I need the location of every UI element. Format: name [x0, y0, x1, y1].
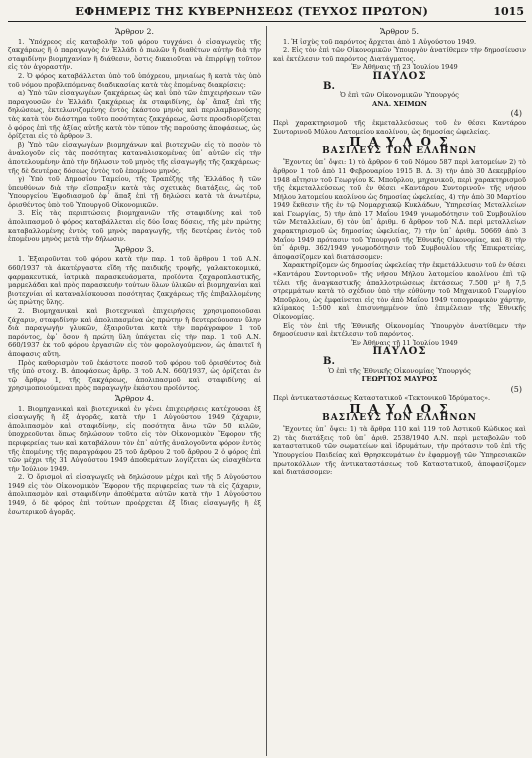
- article-4-para-1: 1. Βιομηχανικαὶ καὶ βιοτεχνικαὶ ἐν γένει ἐπιχειρήσεις κατέχουσαι ἐξ εἰσαγωγῆς ἢ ἐξ ἀγορᾶς, κατὰ τὴν 1 Αὐγούστου 1949 ζάχαριν, ἀπολιπασμὸν καὶ σταφιδίνην, εἰς ποσότητα ἄνω τῶν 50 κιλῶν, ὑποχρεοῦνται ὅπως δηλώσουν τοῦτο εἰς τὸν Οἰκονομικὸν Ἔφορον τῆς περιφερείας των καὶ καταβάλουν τὸν ἐπ᾽ αὐτῆς ἀναλογοῦντα φόρον ἐντὸς τῆς ἑπομένης τῆς παραγράφου 25 τοῦ ἄρθρου 2 τοῦ ἄρθρου 2 ὁ φόρος ἐπὶ τῶν μέχρι τῆς 31 Αὐγούστου 1949 ἀποθεμάτων λογίζεται ὡς εἰσαχθέντα τὴν Ἰούλιον 1949.: [8, 404, 261, 473]
- columns: [8, 26, 526, 756]
- minister-role-2: Ὁ ἐπὶ τῆς Ἐθνικῆς Οἰκονομίας Ὑπουργός: [328, 366, 471, 375]
- article-3-para-3: Πρὸς καθορισμὸν τοῦ ἑκάστοτε ποσοῦ τοῦ φόρου τοῦ ὁρισθέντος διὰ τῆς ὑπὸ στοιχ. Β. ἀποφάσεως ἄρθρ. 3 τοῦ Α.Ν. 660/1937, ὡς ὁρίζεται ἐν τῷ ἄρθρῳ 1, τῆς ζακχάρεως, ἀπολιπασμοῦ καὶ σταφιδίνης αἱ χρησιμοποιούμεναι πρὸς παραγωγὴν ἑκάστου προϊόντος.: [8, 358, 261, 393]
- signature-b-1: Β.: [323, 80, 335, 92]
- signature-king-2: ΠΑΥΛΟΣ: [372, 346, 427, 358]
- minister-name-1: ΑΝΔ. ΧΕΙΜΩΝ: [372, 99, 427, 108]
- decree-4-preamble: Ἔχοντες ὑπ᾽ ὄψει: 1) τὸ ἄρθρον 6 τοῦ Νόμου 587 περὶ λατομείων 2) τὸ ἄρθρον 1 τοῦ ἀπὸ 11 Φεβρουαρίου 1915 Β. Δ. 3) τὴν ἀπὸ 30 Δεκεμβρίου 1948 αἴτησιν τοῦ Γεωργίου Κ. Μποῦρλου, μηχανικοῦ, περὶ χαρακτηρισμοῦ τῆς ἐκμεταλλεύσεως τοῦ ἐν θέσει «Καντάρου Συντορινοῦ» τῆς νήσου Μήλου λατομείου καολίνου ὡς δημοσίας ὠφελείας, 4) τὴν ἀπὸ 30 Μαρτίου 1949 ἔκθεσιν τῆς ἐν τῷ Νομαρχιακῷ Κυκλάδων, Ὑπηρεσίας Μεταλλείων καὶ Γεωργίας, 5) τὴν ἀπὸ 17 Μαΐου 1949 γνωμοδότησιν τοῦ Συμβουλίου τῶν Μεταλλείων, 6) τὸν ὑπ᾽ ἀριθμ. 6 ἄρθρον τοῦ N.Δ. περὶ μεταλλείων χαρακτηρισμοῦ ὡς δημοσίας ὠφελείας, 7) τὴν ὑπ᾽ ἀριθμ. 50669 ἀπὸ 3 Μαΐου 1949 πρότασιν τοῦ Ὑπουργοῦ τῆς Ἐθνικῆς Οἰκονομίας, καὶ 8) τὴν ὑπ᾽ ἀριθμ. 362/1949 γνωμοδότησιν τοῦ Συμβουλίου τῆς Ἐπικρατείας, ἀποφασίζομεν καὶ διατάσσομεν:: [273, 158, 526, 261]
- decree-5-preamble: Ἔχοντες ὑπ᾽ ὄψει: 1) τὰ ἄρθρα 110 καὶ 119 τοῦ Ἀστικοῦ Κώδικος καὶ 2) τὰς διατάξεις τοῦ ὑπ᾽ ἀριθ. 2538/1940 Α.Ν. περὶ μεταβολῶν τοῦ καταστατικοῦ τῶν σωματείων καὶ ἰδρυμάτων, τὴν πρότασιν τοῦ ἐπὶ τῆς Ὑπουργείου Παιδείας καὶ Θρησκευμάτων ἐν ἐφαρμογῇ τῶν Ὑπηρεσιακῶν πρωτοκόλλων τῆς ἀντικαταστάσεως τοῦ Καταστατικοῦ, ἀποφασίζομεν καὶ διατάσσομεν:: [273, 425, 526, 477]
- king-subtitle-1: ΒΑΣΙΛΕΥΣ ΤΩΝ ΕΛΛΗΝΩΝ: [322, 145, 477, 156]
- article-2-para-3: 3. Εἰς τὰς περιπτώσεις βιομηχανιῶν τῆς σταφιδίνης καὶ τοῦ ἀπολιπασμοῦ ὁ φόρος καταβάλλεται εἰς δύο ἴσας δόσεις, τῆς μὲν πρώτης καταβαλλομένης ἐντὸς τοῦ μηνὸς παραγωγῆς, τῆς δευτέρας ἐντὸς τοῦ ἑπομένου μηνὸς μετὰ τὴν δήλωσιν.: [8, 209, 261, 244]
- decree-date-1: Ἐν Ἀθήναις τῇ 23 Ἰουλίου 1949: [351, 63, 458, 72]
- signature-king-1: ΠΑΥΛΟΣ: [372, 70, 427, 82]
- decree-4-closing: Εἰς τὸν ἐπὶ τῆς Ἐθνικῆς Οἰκονομίας Ὑπουργὸν ἀνατίθεμεν τὴν δημοσίευσιν καὶ ἐκτέλεσιν τοῦ παρόντος.: [273, 321, 526, 339]
- article-2-para-g: γ) Ὑπὸ τοῦ Δημοσίου Ταμείου, τῆς Τραπέζης τῆς Ἑλλάδος ἢ τῶν ὑπευθύνων διὰ τὴν εἴσπραξιν κατὰ τὰς σχετικὰς διατάξεις, ὡς τοῦ Ὑπουργείου Ἐφοδιασμοῦ ἐφ᾽ ἅπαξ ἐπὶ τῇ δηλώσει κατὰ τὰ ἀνωτέρω, ὁρισθέντος ὑπὸ τοῦ Ὑπουργοῦ Οἰκονομικῶν.: [8, 175, 261, 209]
- page-header: [8, 4, 526, 22]
- article-2-heading: Ἄρθρον 2.: [115, 27, 154, 36]
- king-subtitle-2: ΒΑΣΙΛΕΥΣ ΤΩΝ ΕΛΛΗΝΩΝ: [322, 412, 477, 423]
- article-2-para-2: 2. Ὁ φόρος καταβάλλεται ὑπὸ τοῦ ὑπόχρεου, μηνιαίως ἢ κατὰ τὰς ὑπὸ τοῦ νόμου προβλεπόμενας διαδικασίας κατὰ τὰς ἑπομένας διακρίσεις:: [8, 71, 261, 89]
- article-5-para-1: 1. Ἡ ἰσχὺς τοῦ παρόντος ἄρχεται ἀπὸ 1 Αὐγούστου 1949.: [283, 37, 477, 46]
- article-3-para-1: 1. Ἐξαιροῦνται τοῦ φόρου κατὰ τὴν παρ. 1 τοῦ ἄρθρου 1 τοῦ Α.Ν. 660/1937 τὰ ἀκατέργαστα εἴδη τῆς παιδικῆς τροφῆς, γαλακτοκομικά, φαρμακευτικά, ἰατρικὰ παρασκευάσματα, προϊόντα ζαχαροπλαστικῆς, μαρμελάδαι καὶ πρὸς παρασκευὴν τούτων ὅλων ὑλικῶν αἱ βιομηχανίαι καὶ βιοτεχνίαι αἱ καταναλίσκουσαι ποσότητας ζακχάρεως τῆς ἐπιβαλλομένης ὡς πρώτης ὕλης.: [8, 255, 261, 307]
- decree-date-2: Ἐν Ἀθήναις τῇ 11 Ἰουλίου 1949: [351, 338, 458, 347]
- decree-subject-5: Περὶ ἀντικαταστάσεως Καταστατικοῦ «Τεκτονικοῦ Ἰδρύματος».: [273, 394, 491, 403]
- decree-number-5: (5): [510, 384, 522, 394]
- article-3-heading: Ἄρθρον 3.: [115, 244, 154, 254]
- article-3-para-2: 2. Βιομηχανικαὶ καὶ βιοτεχνικαὶ ἐπιχειρήσεις χρησιμοποιοῦσαι ζάχαριν, σταφιδίνην καὶ ἀπολιπασμένα ὡς πρώτην ἢ δευτερεύουσαν ὕλην διὰ παραγωγὴν γλυκῶν, ἐξαιροῦνται κατὰ τὴν παράγραφον 1 τοῦ παρόντος, ἐφ᾽ ὅσον ἡ πρώτη ὕλη ὑπάγεται εἰς τὴν παρ. 1 τοῦ Α.Ν. 660/1937 ἐκ τοῦ φόρου ἐργασιῶν εἰς τὸν φορολογούμενον, ὡς ἀπαιτεῖ ἡ ἀποφασις αὕτη.: [8, 307, 261, 358]
- decree-number-4: (4): [510, 109, 522, 119]
- article-4-para-2: 2. Ὁ ὄρισμοὶ αἱ εἰσαγωγεῖς νὰ δηλώσουν μέχρι καὶ τῆς 5 Αὐγούστου 1949 εἰς τὸν Οἰκονομικὸν Ἔφορον τῆς περιφερείας των τὰ εἰς ζάχαριν, ἀπολιπασμὸν καὶ σταφιδίνην ἀποθέματα αὐτῶν κατὰ τὴν 1 Αὐγούστου 1949, ὁ δὲ φόρος ἐπὶ τούτων προέρχεται ἐξ ἴδιας εἰσαγωγῆς ἢ ἐξ ἐσωτερικοῦ ἀγορᾶς.: [8, 473, 261, 516]
- decree-4-body: Χαρακτηρίζομεν ὡς δημοσίας ὠφελείας τὴν ἐκμετάλλευσιν τοῦ ἐν θέσει «Καντάρου Συντορινοῦ» τῆς νήσου Μήλου λατομείου καολίνου ἐπὶ τῷ τέλει τῆς ἀναγκαστικῆς ἀπαλλοτριώσεως ἐκτάσεως 7.500 μ² ἢ 7,5 στρεμμάτων κατὰ τὸ σχέδιον ὑπὸ τὴν εὐθύνην τοῦ Μηχανικοῦ Γεωργίου Μποῦρλου, ὡς ἐμφαίνεται εἰς τὸν ἀπὸ Μαΐου 1949 τοπογραφικὸν χάρτην, κλίμακος 1:500 καὶ ἐπισυνημμένον ὑπὸ ἐπιμέλειαν τῆς Ἐθνικῆς Οἰκονομίας.: [273, 261, 526, 321]
- article-5-heading: Ἄρθρον 5.: [380, 27, 419, 36]
- minister-role-1: Ὁ ἐπὶ τῶν Οἰκονομικῶν Ὑπουργός: [340, 91, 459, 100]
- right-column: [267, 26, 526, 756]
- decree-subject-4: Περὶ χαρακτηρισμοῦ τῆς ἐκμεταλλεύσεως τοῦ ἐν θέσει Καντάρου Συντορινοῦ Μύλου Λατομείου καολίνου, ὡς δημοσίας ὠφελείας.: [273, 118, 526, 136]
- page-number: 1015: [493, 5, 524, 18]
- article-2-para-b: β) Ὑπὸ τῶν εἰσαγωγέων βιομηχάνων καὶ βιοτεχνῶν εἰς τὸ ποσὸν τὸ ἀναλογοῦν εἰς τὰς ποσότητας καταναλισκομένας ὑπ᾽ αὐτῶν εἰς τὴν ἀποτελουμένην ἀπὸ τὴν δήλωσιν τοῦ μηνὸς τῆς εἰσαγωγῆς τῆς ζακχάρεως· τῆς δὲ δευτέρας δόσεως ἐντὸς τοῦ ἑπομένου μηνός.: [8, 140, 261, 175]
- gazette-title: ΕΦΗΜΕΡΙΣ ΤΗΣ ΚΥΒΕΡΝΗΣΕΩΣ (ΤΕΥΧΟΣ ΠΡΩΤΟΝ): [75, 4, 429, 18]
- article-2-para-a: α) Ὑπὸ τῶν εἰσαγωγέων ζακχάρεως ὡς καὶ ὑπὸ τῶν ἐπιχειρήσεων τῶν παραγουσῶν ἐν Ἑλλάδι ζακχάρεως ἐκ σταφιδίνης, ἐφ᾽ ἅπαξ ἐπὶ τῆς δηλώσεως, ἐκτελωνιζομένης ἐντὸς ἑκάστου μηνὸς καὶ περιλαμβανούσης τὰς κατὰ τὸν διάστημα τοῦτο ποσότητας ζακχάρεως, ὥστε προσδιορίζεται ὁ φόρος ἐπὶ τῆς ἀξίας αὐτῆς κατὰ τὸν τύπον τῆς παρούσης ἀποφάσεως, ὡς ὁρίζεται εἰς τὸ ἄρθρον 3.: [8, 89, 261, 141]
- minister-name-2: ΓΕΩΡΓΙΟΣ ΜΑΥΡΟΣ: [361, 375, 438, 384]
- article-2-para-1: 1. Ὑπόχρεος εἰς καταβολὴν τοῦ φόρου τυγχάνει ὁ εἰσαγωγεὺς τῆς ζακχάρεως ἢ ὁ παραγωγὸς ἐν Ἑλλάδι ὁ πωλῶν ἢ διαθέτων αὐτὴν διὰ τὴν σταφιδίνην βιομηχανίαν ἢ διάθεσιν, ὅστις δικαιοῦται νὰ ἐπιρρίψῃ τοῦτον εἰς τὸν ἀγοραστήν.: [8, 37, 261, 72]
- article-5-para-2: 2. Εἰς τὸν ἐπὶ τῶν Οἰκονομικῶν Ὑπουργὸν ἀνατίθεμεν τὴν δημοσίευσιν καὶ ἐκτέλεσιν τοῦ παρόντος Διατάγματος.: [273, 46, 526, 63]
- left-column: [8, 26, 267, 756]
- article-4-heading: Ἄρθρον 4.: [115, 393, 154, 403]
- king-title-1: Π Α Υ Λ Ο Σ: [349, 135, 450, 150]
- king-title-2: Π Α Υ Λ Ο Σ: [349, 401, 450, 416]
- signature-b-2: Β.: [323, 355, 335, 367]
